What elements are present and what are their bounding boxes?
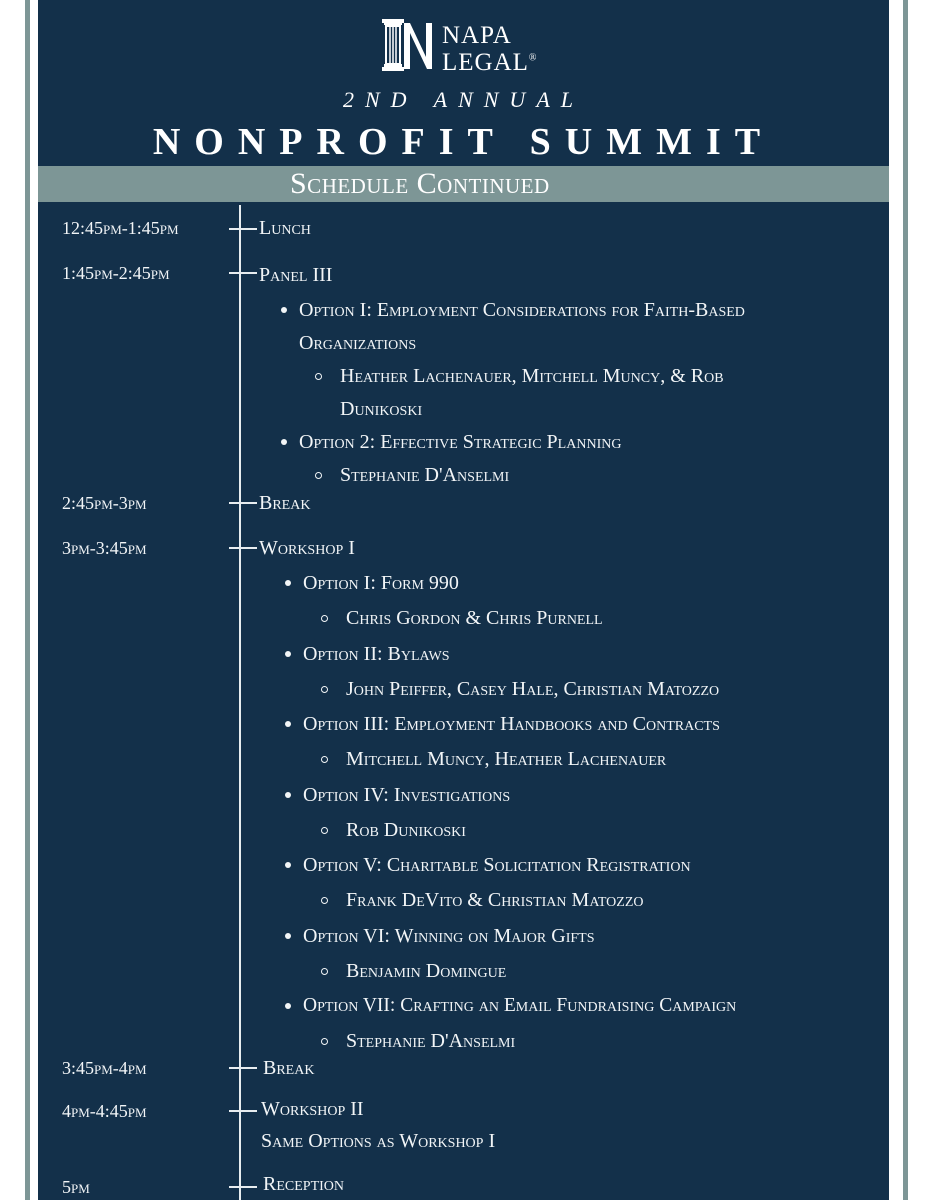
bullet-ring: [321, 968, 328, 975]
bullet-dot: [285, 1003, 291, 1009]
option-speakers: Rob Dunikoski: [346, 819, 466, 841]
timeline-tick: [229, 1110, 257, 1112]
left-border: [25, 0, 30, 1200]
time-slot: 4pm-4:45pm: [62, 1101, 147, 1121]
option-speakers: John Peiffer, Casey Hale, Christian Matozzo: [346, 678, 720, 700]
event-title: Break: [259, 492, 311, 514]
option-title: Option VI: Winning on Major Gifts: [303, 925, 595, 947]
event-title: Workshop I: [259, 537, 355, 559]
banner-title: Schedule Continued: [290, 167, 550, 200]
right-border: [903, 0, 908, 1200]
bullet-dot: [285, 862, 291, 868]
brand-legal-text: LEGAL: [442, 49, 529, 76]
event-title: Panel III: [259, 264, 333, 286]
schedule-panel: [38, 0, 889, 1200]
bullet-dot: [285, 792, 291, 798]
bullet-dot: [285, 651, 291, 657]
summit-title: NONPROFIT SUMMIT: [152, 121, 775, 163]
option-speakers: Frank DeVito & Christian Matozzo: [346, 889, 644, 911]
timeline-tick: [229, 272, 257, 274]
timeline-line: [239, 205, 241, 1200]
bullet-ring: [321, 1038, 328, 1045]
option-title: Option V: Charitable Solicitation Registration: [303, 854, 691, 876]
bullet-ring: [321, 827, 328, 834]
bullet-ring: [315, 472, 322, 479]
bullet-ring: [321, 615, 328, 622]
option-title: Option 2: Effective Strategic Planning: [299, 431, 622, 453]
bullet-ring: [315, 373, 322, 380]
option-title: Option III: Employment Handbooks and Contracts: [303, 713, 720, 735]
timeline-tick: [229, 547, 257, 549]
time-slot: 3:45pm-4pm: [62, 1058, 147, 1078]
option-speakers: Stephanie D'Anselmi: [346, 1030, 516, 1052]
annual-subtitle: 2ND ANNUAL: [342, 87, 584, 112]
brand-napa: NAPA: [442, 22, 512, 49]
event-note: Same Options as Workshop I: [261, 1130, 496, 1152]
bullet-dot: [285, 580, 291, 586]
option-title: Option I: Form 990: [303, 572, 459, 594]
option-title: Option II: Bylaws: [303, 643, 450, 665]
bullet-ring: [321, 756, 328, 763]
option-title: Option VII: Crafting an Email Fundraising Campaign: [303, 995, 737, 1016]
event-title: Workshop II: [261, 1098, 364, 1120]
option-title: Option IV: Investigations: [303, 784, 511, 806]
schedule-banner: [38, 166, 889, 202]
bullet-ring: [321, 686, 328, 693]
bullet-dot: [281, 439, 287, 445]
time-slot: 12:45pm-1:45pm: [62, 218, 179, 238]
event-title: Reception: [263, 1173, 345, 1195]
option-speakers: Mitchell Muncy, Heather Lachenauer: [346, 748, 667, 770]
time-slot: 2:45pm-3pm: [62, 493, 147, 513]
option-speakers: Benjamin Domingue: [346, 960, 507, 982]
bullet-dot: [285, 721, 291, 727]
time-slot: 1:45pm-2:45pm: [62, 263, 170, 283]
registered-mark: ®: [528, 52, 538, 64]
brand-legal: [442, 50, 538, 75]
option-speakers: Chris Gordon & Chris Purnell: [346, 607, 603, 629]
option-title-cont: Organizations: [299, 332, 417, 354]
bullet-dot: [285, 933, 291, 939]
bullet-dot: [281, 307, 287, 313]
timeline-tick: [229, 1186, 257, 1188]
napa-legal-logo: [380, 17, 550, 75]
time-slot: 5pm: [62, 1177, 90, 1197]
timeline-tick: [229, 1067, 257, 1069]
option-speakers: Stephanie D'Anselmi: [340, 464, 510, 486]
timeline-tick: [229, 228, 257, 230]
bullet-ring: [321, 897, 328, 904]
option-title: Option I: Employment Considerations for Faith-Based: [299, 299, 745, 321]
option-speakers-cont: Dunikoski: [340, 398, 423, 420]
event-title: Break: [263, 1057, 315, 1079]
time-slot: 3pm-3:45pm: [62, 538, 147, 558]
event-title: Lunch: [259, 217, 311, 239]
option-speakers: Heather Lachenauer, Mitchell Muncy, & Rob: [340, 365, 724, 387]
timeline-tick: [229, 502, 257, 504]
pillar-logo-icon: [380, 17, 436, 73]
